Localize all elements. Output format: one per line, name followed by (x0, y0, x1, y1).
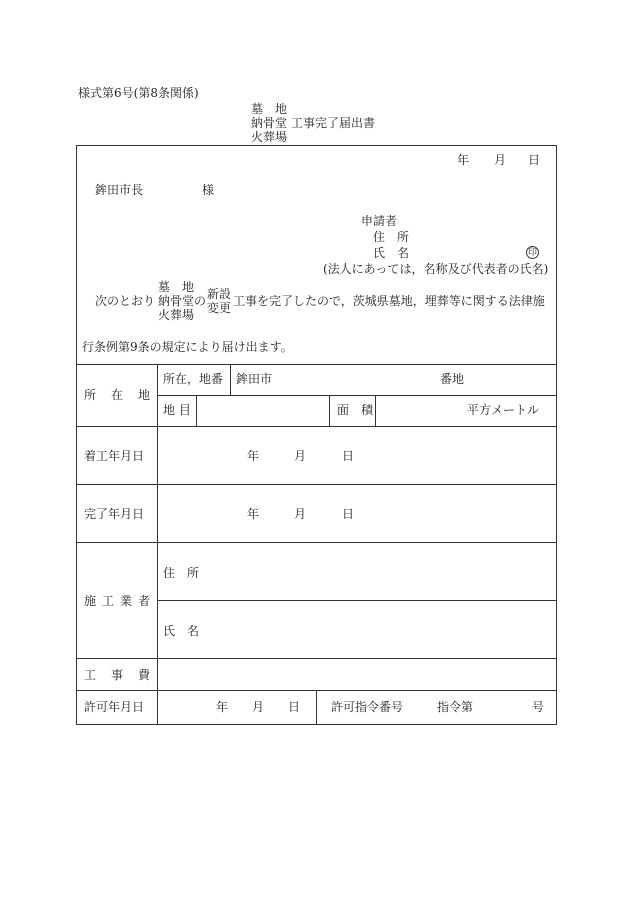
start-date-label: 着工年月日 (84, 449, 145, 463)
title-option-ossuary: 納骨堂 (251, 116, 288, 130)
contractor-address-label: 住 所 (163, 566, 200, 580)
cost-label: 工 事 費 (84, 668, 150, 682)
title-option-crematorium: 火葬場 (251, 130, 288, 144)
address-label: 所在，地番 (163, 372, 224, 386)
body-facility-cemetery: 墓 地 (158, 280, 195, 294)
body-main-text: 工事を完了したので，茨城県墓地，埋葬等に関する法律施 (233, 294, 545, 308)
body-type-new: 新設 (207, 287, 232, 301)
permit-date-label: 許可年月日 (84, 700, 145, 714)
permit-month: 月 (252, 700, 265, 714)
title-suffix: 工事完了届出書 (291, 116, 376, 130)
applicant-name-label: 氏 名 (373, 246, 410, 260)
start-year: 年 (247, 449, 260, 463)
date-year: 年 (457, 153, 470, 167)
body-facility-crematorium: 火葬場 (158, 308, 195, 322)
complete-day: 日 (342, 507, 355, 521)
city-name: 鉾田市 (236, 372, 273, 386)
contractor-label: 施 工 業 者 (84, 594, 150, 608)
area-label: 面 積 (337, 403, 374, 417)
permit-day: 日 (288, 700, 301, 714)
chimoku-label: 地 目 (163, 403, 191, 417)
directive-suffix: 号 (532, 700, 545, 714)
applicant-address-label: 住 所 (373, 230, 410, 244)
seal-icon: 印 (527, 248, 537, 258)
date-day: 日 (528, 153, 541, 167)
form-number: 様式第6号(第8条関係) (78, 86, 199, 100)
body-facility-ossuary: 納骨堂の (158, 294, 207, 308)
body-type-change: 変更 (207, 301, 232, 315)
applicant-label: 申請者 (361, 214, 398, 228)
location-label: 所 在 地 (84, 388, 150, 402)
form-frame (76, 145, 557, 725)
date-month: 月 (494, 153, 507, 167)
directive-prefix: 指令第 (437, 700, 474, 714)
body-prefix: 次のとおり (95, 294, 156, 308)
title-option-cemetery: 墓 地 (251, 102, 288, 116)
complete-date-label: 完了年月日 (84, 507, 145, 521)
body-second-line: 行条例第9条の規定により届け出ます。 (82, 340, 293, 354)
start-day: 日 (342, 449, 355, 463)
permit-year: 年 (216, 700, 229, 714)
area-unit: 平方メートル (467, 403, 540, 417)
start-month: 月 (294, 449, 307, 463)
complete-year: 年 (247, 507, 260, 521)
complete-month: 月 (294, 507, 307, 521)
banchi-label: 番地 (440, 372, 465, 386)
permit-number-label: 許可指令番号 (331, 700, 404, 714)
contractor-name-label: 氏 名 (163, 624, 200, 638)
recipient-name: 鉾田市長 (95, 183, 144, 197)
applicant-note: (法人にあっては，名称及び代表者の氏名) (323, 262, 549, 276)
recipient-honorific: 様 (202, 183, 215, 197)
